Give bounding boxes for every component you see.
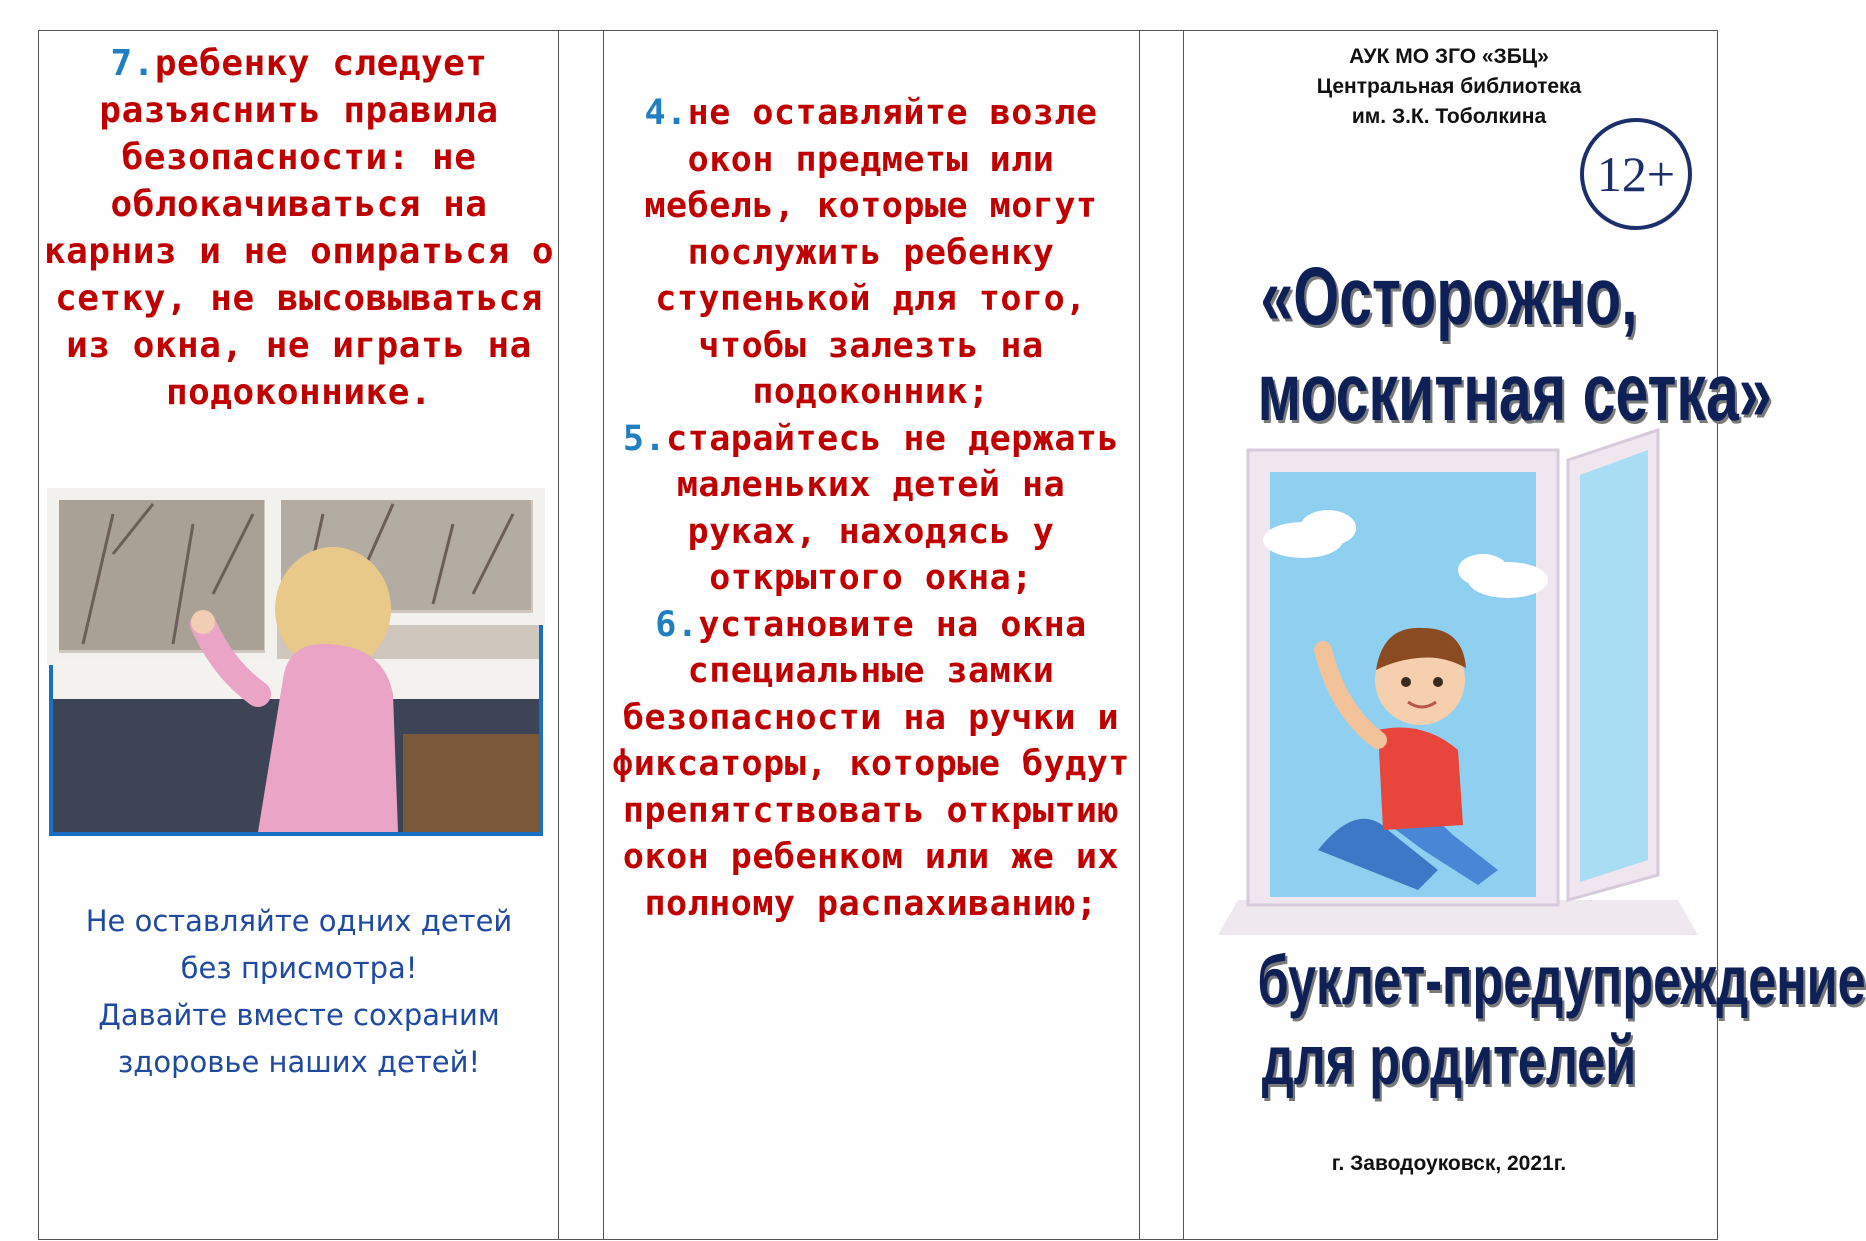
title-line-1: «Осторожно, [1260,251,1638,342]
item-text: ребенку следует разъяснить правила безопасности: не облокачиваться на карниз и не опираться о сетку, не высовываться из окна, не играть на подоконнике. [44,43,554,413]
safety-items [603,90,1139,927]
boy-at-window-illustration [1208,430,1708,950]
note-line: здоровье наших детей! [117,1045,481,1079]
note-line: без присмотра! [180,951,418,985]
note-line: Давайте вместе сохраним [98,998,500,1032]
panel-cover [1183,30,1866,1240]
org-line: АУК МО ЗГО «ЗБЦ» [1349,45,1549,68]
item-text: старайтесь не держать маленьких детей на руках, находясь у открытого окна; [666,418,1120,598]
item-number: 7. [110,43,155,84]
title-line-2: москитная сетка» [1257,347,1772,438]
note-line: Не оставляйте одних детей [85,904,513,938]
subtitle-line-1: буклет-предупреждение [1257,941,1866,1019]
org-line: Центральная библиотека [1316,75,1582,98]
safety-item-4 [603,90,1139,416]
fold-line-1 [558,30,559,1240]
panel-left [40,30,558,1240]
item-number: 4. [644,93,688,133]
panel-middle [603,30,1139,1240]
parent-reminder [40,898,558,1086]
age-rating-badge: 12+ [1580,118,1692,230]
item-text: не оставляйте возле окон предметы или мебель, которые могут послужить ребенку ступенькой для того, чтобы залезть на подоконник; [644,93,1098,412]
safety-item-6 [603,602,1139,928]
city-year-footer: г. Заводоуковск, 2021г. [1331,1152,1567,1175]
org-line: им. З.К. Тоболкина [1351,105,1547,128]
safety-item-5 [603,416,1139,602]
safety-item-7 [40,40,558,416]
item-number: 6. [655,604,699,645]
fold-line-3 [1139,30,1140,1240]
subtitle-line-2: для родителей [1261,1021,1637,1099]
item-number: 5. [622,418,667,459]
item-text: установите на окна специальные замки безопасности на ручки и фиксаторы, которые будут препятствовать открытию окон ребенком или же их полному распахиванию; [612,604,1130,924]
child-at-window-photo [49,490,543,836]
